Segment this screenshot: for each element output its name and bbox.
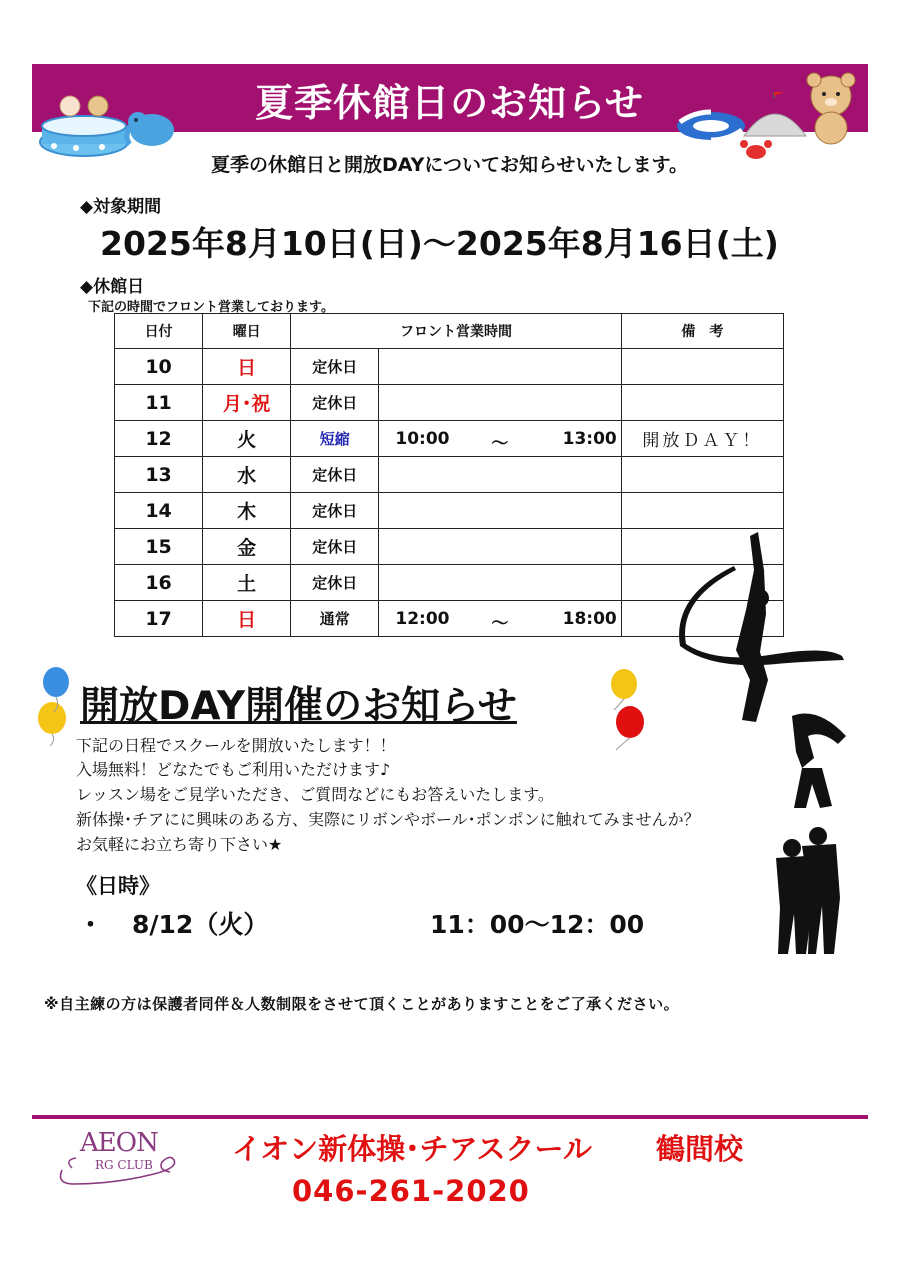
hours-tilde: ～ [491, 434, 509, 454]
row-status: 定休日 [291, 565, 379, 601]
row-status: 定休日 [291, 385, 379, 421]
row-hours [379, 565, 621, 601]
row-hours [379, 493, 621, 529]
table-row [115, 457, 784, 493]
datetime-label: 《日時》 [76, 874, 160, 898]
row-note [621, 349, 783, 385]
open-day-line: レッスン場をご見学いただき、ご質問などにもお答えいたします。 [76, 785, 554, 804]
swim-ring-icon [674, 108, 748, 144]
row-hours [379, 421, 621, 457]
row-date: 12 [115, 421, 203, 457]
row-status: 定休日 [291, 457, 379, 493]
row-date: 15 [115, 529, 203, 565]
campus-name: 鶴間校 [656, 1132, 744, 1166]
open-day-line: 新体操･チアにに興味のある方、実際にリボンやボール･ポンポンに触れてみませんか？ [76, 810, 700, 829]
table-header-row [115, 314, 784, 349]
open-day-time: 11：00～12：00 [430, 910, 645, 939]
open-day-line: お気軽にお立ち寄り下さい★ [76, 835, 283, 854]
hours-start: 12:00 [395, 609, 450, 629]
row-date: 11 [115, 385, 203, 421]
table-row [115, 421, 784, 457]
rg-club-logo: RG CLUB [95, 1158, 153, 1172]
row-day: 火 [203, 421, 291, 457]
row-date: 14 [115, 493, 203, 529]
row-date: 17 [115, 601, 203, 637]
row-hours [379, 529, 621, 565]
row-date: 10 [115, 349, 203, 385]
row-note [621, 457, 783, 493]
row-day: 木 [203, 493, 291, 529]
row-day: 日 [203, 349, 291, 385]
balloon-icon [604, 666, 648, 752]
aeon-logo: AEON [80, 1128, 158, 1158]
row-date: 16 [115, 565, 203, 601]
phone-number: 046-261-2020 [292, 1174, 530, 1208]
row-date: 13 [115, 457, 203, 493]
logo-swirl-icon [54, 1150, 184, 1192]
row-status: 通常 [291, 601, 379, 637]
hours-end: 18:00 [562, 609, 617, 629]
row-note [621, 493, 783, 529]
row-day: 日 [203, 601, 291, 637]
row-day: 月･祝 [203, 385, 291, 421]
open-day-title: 開放DAY開催のお知らせ [80, 684, 517, 729]
period-label: ◆対象期間 [80, 197, 162, 217]
row-day: 水 [203, 457, 291, 493]
row-status: 定休日 [291, 349, 379, 385]
cheer-pyramid-silhouette [762, 708, 854, 958]
row-note: 開放ＤＡＹ！ [621, 421, 783, 457]
row-status: 定休日 [291, 493, 379, 529]
row-hours [379, 601, 621, 637]
bear-icon [800, 70, 862, 146]
header-front-hours: フロント営業時間 [291, 314, 621, 349]
row-hours [379, 457, 621, 493]
row-status: 定休日 [291, 529, 379, 565]
hours-start: 10:00 [395, 429, 450, 449]
table-row [115, 385, 784, 421]
table-row [115, 349, 784, 385]
header-day: 曜日 [203, 314, 291, 349]
table-row [115, 493, 784, 529]
gymnast-ribbon-silhouette [676, 530, 848, 726]
balloon-icon [36, 666, 76, 746]
page-title: 夏季休館日のお知らせ [255, 81, 644, 125]
open-day-line: 入場無料！どなたでもご利用いただけます♪ [76, 760, 391, 779]
front-hours-note: 下記の時間でフロント営業しております。 [88, 300, 334, 315]
hours-tilde: ～ [491, 614, 509, 634]
hours-end: 13:00 [562, 429, 617, 449]
open-day-date: 8/12（火） [132, 910, 269, 939]
row-day: 金 [203, 529, 291, 565]
header-date: 日付 [115, 314, 203, 349]
footer-divider [32, 1115, 868, 1119]
datetime-bullet: ・ [78, 910, 104, 939]
elephant-icon [122, 104, 180, 150]
row-hours [379, 385, 621, 421]
row-status: 短縮 [291, 421, 379, 457]
row-hours [379, 349, 621, 385]
caution-note: ※自主練の方は保護者同伴＆人数制限をさせて頂くことがありますことをご了承ください。 [44, 995, 680, 1013]
period-value: 2025年8月10日(日)～2025年8月16日(土) [100, 224, 779, 263]
school-name: イオン新体操･チアスクール [232, 1132, 592, 1166]
closure-label: ◆休館日 [80, 277, 145, 297]
row-day: 土 [203, 565, 291, 601]
header-remarks: 備 考 [621, 314, 783, 349]
open-day-line: 下記の日程でスクールを開放いたします！！ [76, 736, 396, 755]
subtitle: 夏季の休館日と開放DAYについてお知らせいたします。 [211, 154, 688, 176]
row-note [621, 385, 783, 421]
